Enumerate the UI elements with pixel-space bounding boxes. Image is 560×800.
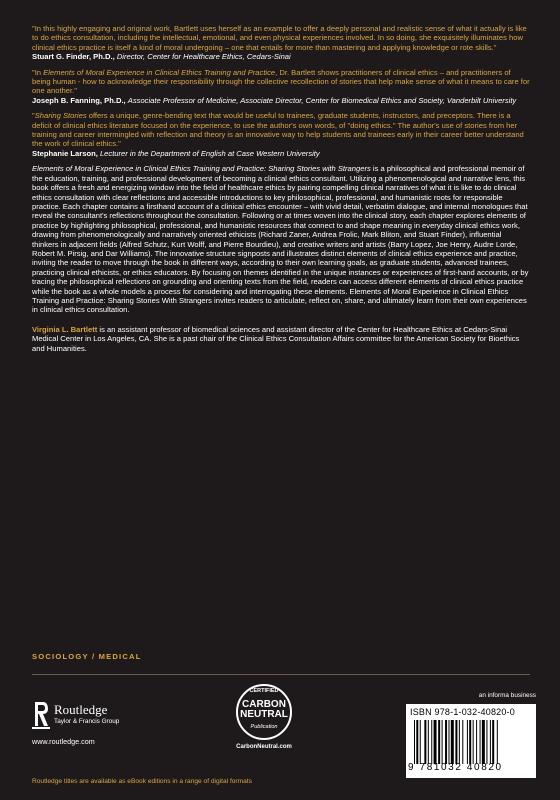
divider [32, 674, 530, 675]
book-title-ref: Sharing Stories [34, 111, 87, 121]
ebook-note: Routledge titles are available as eBook editions in a range of digital formats [32, 778, 252, 785]
subject-category: SOCIOLOGY / MEDICAL [32, 652, 142, 661]
author-name: Virginia L. Bartlett [32, 324, 98, 334]
isbn-text: ISBN 978-1-032-40820-0 [410, 707, 515, 717]
endorsement-quote: "In this highly engaging and original work, Bartlett uses herself as an example to offer a deeply personal and realistic sense of what it actually is like to do ethics consultation, including the intellectual, emotional, and even physical experiences involved. In so doing, she exquisitely illuminates how clinical ethics practice is itself a kind of moral undergoing – one that entails for more than mastering and applying knowledge or rote skills." [32, 24, 527, 52]
barcode [406, 704, 536, 778]
endorsement-1 [32, 24, 530, 62]
endorsement-2 [32, 68, 530, 106]
endorsement-attribution [32, 149, 530, 158]
endorser-name: Stephanie Larson, [32, 148, 98, 158]
endorser-role: Associate Professor of Medicine, Associate Director, Center for Biomedical Ethics and Society, Vanderbilt University [127, 95, 517, 105]
endorsement-attribution [32, 96, 530, 105]
informa-tagline: an informa business [478, 692, 536, 699]
publisher-url[interactable]: www.routledge.com [32, 737, 95, 746]
endorsement-3 [32, 111, 530, 158]
publisher-name: Routledge [54, 702, 108, 717]
book-description: Elements of Moral Experience in Clinical Ethics Training and Practice: Sharing Stories with Strangers is a philosophical and professional memoir of the education, training, and professional development of becoming a clinical ethics consultant. Utilizing a phenomenological and narrative lens, this book offers a fresh and energizing window into the field of healthcare ethics by pairing compelling clinical narratives of what it is like to do clinical ethics consultation with clear reflections and accessible introductions to key philosophical, professional, and humanistic roots for responsible practice. Each chapter contains a firsthand account of a clinical ethics encounter – with vivid detail, verbatim dialogue, and internal monologues that reveal the consultant's reflections throughout the consultation. Following or at times woven into the clinical story, each chapter explores elements of practice by highlighting philosophical, professional, and humanistic resources that connect to and shape meaning in everyday clinical ethics work, drawing from phenomenologically and narratively oriented ethicists (Richard Zaner, Andrea Frolic, Mark Bliton, and Stuart Finder), influential thinkers in adjacent fields (Alfred Schutz, Kurt Wolff, and Pierre Bourdieu), and creative writers and artists (Barry Lopez, Joe Henry, Audre Lorde, Robert M. Pirsig, and Dar Williams). The innovative structure signposts and illustrates distinct elements of clinical ethics experience and practice, inviting the reader to move through the book in different ways, according to their own learning goals, as graduate students, advanced trainees, practicing clinical ethicists, or ethics educators. By focusing on themes identified in the unique instances or experiences of first-hand accounts, or by tracing the philosophical reflections on grounding and orienting texts from the field, readers can access different elements of clinical ethics practice while the book as a whole models a process for considering and interrogating these elements. Elements of Moral Experience in Clinical Ethics Training and Practice: Sharing Stories With Strangers invites readers to articulate, reflect on, share, and ultimately learn from their own experiences in clinical ethics consultation. [32, 164, 529, 315]
endorser-name: Joseph B. Fanning, Ph.D., [32, 95, 126, 105]
barcode-icon [414, 720, 530, 764]
carbon-url: CarbonNeutral.com [236, 744, 292, 750]
endorsement-attribution [32, 52, 530, 61]
book-title-ref: Elements of Moral Experience in Clinical Ethics Training and Practice [43, 67, 276, 77]
endorser-role: Director, Center for Healthcare Ethics, Cedars-Sinai [116, 52, 291, 62]
endorsement-quote: "Sharing Stories offers a unique, genre-bending text that would be useful to trainees, graduate students, instructors, and preceptors. There is a deficit of clinical ethics literature focused on the experience, to use the author's own words, of "doing ethics." The author's use of stories from her training and career intermingled with reflection and theory is an innovative way to help students and trainees early in their career better understand the work of clinical ethics." [32, 111, 524, 149]
carbon-neutral-badge: CERTIFIED CARBON NEUTRAL Publication CarbonNeutral.com [228, 684, 300, 764]
barcode-block [406, 692, 536, 778]
book-title: Elements of Moral Experience in Clinical Ethics Training and Practice: Sharing Stories with Strangers [32, 164, 371, 174]
barcode-digits: 9 781032 40820 [408, 762, 503, 773]
publisher-block [32, 700, 172, 760]
endorser-name: Stuart G. Finder, Ph.D., [32, 52, 115, 62]
publisher-group: Taylor & Francis Group [54, 718, 120, 725]
routledge-logo-icon [32, 700, 50, 730]
endorsement-quote: "In Elements of Moral Experience in Clinical Ethics Training and Practice, Dr. Bartlett shows practitioners of clinical ethics – and practitioners of being human - how to acknowledge their responsibility through the collective recollection of stories that help make sense of what it means to care for one another." [32, 67, 530, 96]
author-bio: Virginia L. Bartlett is an assistant professor of biomedical sciences and assistant director of the Center for Healthcare Ethics at Cedars-Sinai Medical Center in Los Angeles, CA. She is a past chair of the Clinical Ethics Consultation Affairs committee for the American Society for Bioethics and Humanities. [32, 324, 520, 353]
endorser-role: Lecturer in the Department of English at Case Western University [99, 148, 320, 158]
